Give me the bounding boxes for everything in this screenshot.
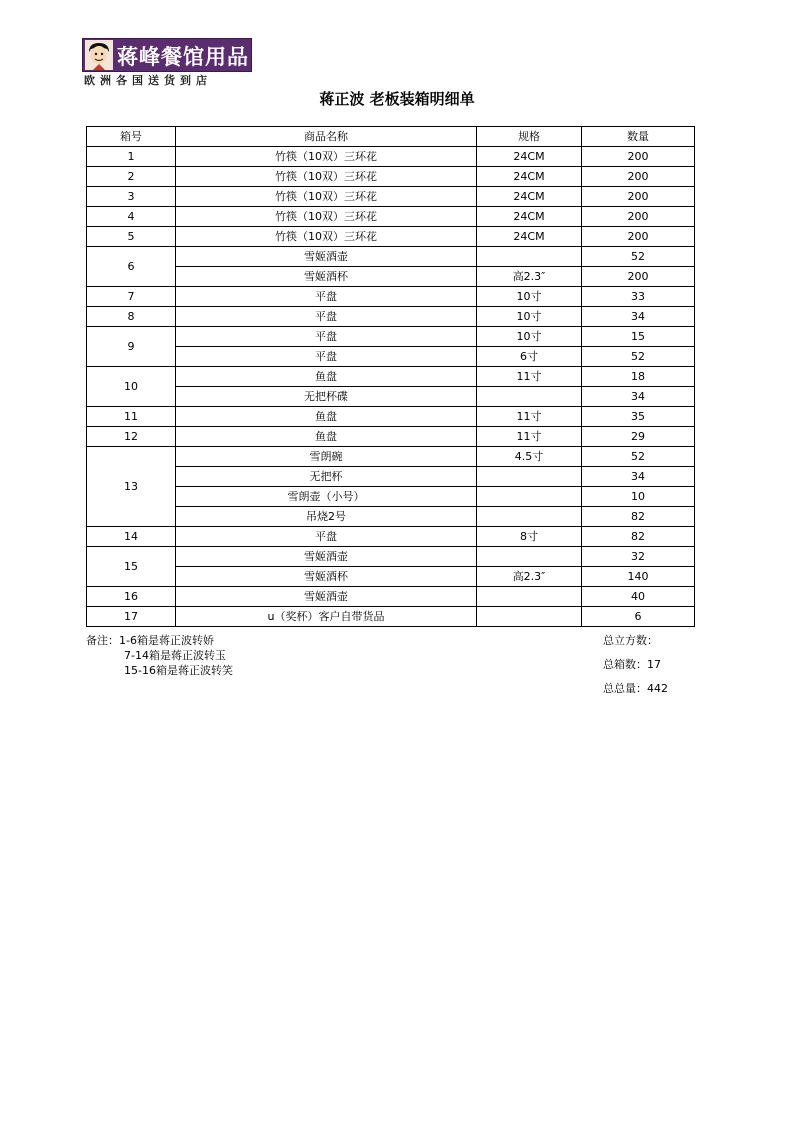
- table-row: [87, 307, 695, 327]
- remark-line: 7-14箱是蒋正波转玉: [124, 649, 226, 662]
- product-quantity: 6: [582, 607, 695, 627]
- header-quantity: 数量: [582, 127, 695, 147]
- product-spec: 8寸: [477, 527, 582, 547]
- product-quantity: 52: [582, 447, 695, 467]
- table-row: [87, 367, 695, 387]
- table-row: [87, 267, 695, 287]
- product-spec: 24CM: [477, 187, 582, 207]
- product-quantity: 200: [582, 207, 695, 227]
- product-quantity: 52: [582, 247, 695, 267]
- remark-line: 15-16箱是蒋正波转笑: [124, 664, 233, 677]
- box-number: 15: [87, 547, 176, 587]
- box-number: 17: [87, 607, 176, 627]
- remark-line: 备注：1-6箱是蒋正波转娇: [86, 634, 214, 647]
- box-number: 7: [87, 287, 176, 307]
- product-name: 鱼盘: [176, 367, 477, 387]
- box-number: 5: [87, 227, 176, 247]
- product-spec: 10寸: [477, 307, 582, 327]
- product-spec: 10寸: [477, 287, 582, 307]
- product-name: 平盘: [176, 347, 477, 367]
- totals-summary: [603, 629, 668, 701]
- product-name: 雪姬酒杯: [176, 567, 477, 587]
- product-name: 平盘: [176, 287, 477, 307]
- box-number: 13: [87, 447, 176, 527]
- table-row: [87, 327, 695, 347]
- product-spec: [477, 487, 582, 507]
- table-row: [87, 207, 695, 227]
- product-spec: 24CM: [477, 227, 582, 247]
- product-name: 吊烧2号: [176, 507, 477, 527]
- total-quantity: 总总量：442: [603, 682, 668, 695]
- product-name: 平盘: [176, 307, 477, 327]
- product-quantity: 40: [582, 587, 695, 607]
- box-number: 11: [87, 407, 176, 427]
- remarks: [86, 633, 233, 678]
- product-spec: 6寸: [477, 347, 582, 367]
- product-name: 无把杯碟: [176, 387, 477, 407]
- product-name: 竹筷（10双）三环花: [176, 207, 477, 227]
- product-spec: [477, 247, 582, 267]
- box-number: 8: [87, 307, 176, 327]
- box-number: 12: [87, 427, 176, 447]
- box-number: 16: [87, 587, 176, 607]
- table-row: [87, 487, 695, 507]
- packing-table: [86, 126, 695, 627]
- product-quantity: 200: [582, 147, 695, 167]
- product-quantity: 10: [582, 487, 695, 507]
- product-name: 竹筷（10双）三环花: [176, 167, 477, 187]
- table-row: [87, 287, 695, 307]
- product-quantity: 52: [582, 347, 695, 367]
- product-quantity: 35: [582, 407, 695, 427]
- product-spec: [477, 507, 582, 527]
- product-quantity: 200: [582, 187, 695, 207]
- product-spec: [477, 587, 582, 607]
- product-spec: [477, 607, 582, 627]
- header-box-no: 箱号: [87, 127, 176, 147]
- logo-tagline: 欧洲各国送货到店: [84, 74, 212, 87]
- brand-logo: [82, 38, 252, 86]
- header-product-name: 商品名称: [176, 127, 477, 147]
- table-row: [87, 547, 695, 567]
- product-name: u（奖杯）客户自带货品: [176, 607, 477, 627]
- product-spec: 11寸: [477, 367, 582, 387]
- table-row: [87, 387, 695, 407]
- product-spec: [477, 467, 582, 487]
- box-number: 10: [87, 367, 176, 407]
- box-number: 3: [87, 187, 176, 207]
- product-name: 平盘: [176, 327, 477, 347]
- product-spec: 高2.3″: [477, 267, 582, 287]
- table-row: [87, 447, 695, 467]
- product-quantity: 32: [582, 547, 695, 567]
- product-spec: 高2.3″: [477, 567, 582, 587]
- total-boxes: 总箱数：17: [603, 658, 661, 671]
- product-quantity: 33: [582, 287, 695, 307]
- table-row: [87, 187, 695, 207]
- table-row: [87, 527, 695, 547]
- product-name: 鱼盘: [176, 427, 477, 447]
- product-quantity: 82: [582, 507, 695, 527]
- table-header-row: [87, 127, 695, 147]
- table-row: [87, 567, 695, 587]
- product-spec: 24CM: [477, 147, 582, 167]
- header-spec: 规格: [477, 127, 582, 147]
- box-number: 2: [87, 167, 176, 187]
- product-name: 雪姬酒杯: [176, 267, 477, 287]
- table-row: [87, 147, 695, 167]
- table-row: [87, 467, 695, 487]
- product-name: 鱼盘: [176, 407, 477, 427]
- product-spec: [477, 547, 582, 567]
- product-name: 雪朗碗: [176, 447, 477, 467]
- product-spec: 24CM: [477, 167, 582, 187]
- logo-brand-text: 蒋峰餐馆用品: [117, 45, 249, 69]
- product-name: 雪姬酒壶: [176, 587, 477, 607]
- product-spec: 11寸: [477, 407, 582, 427]
- box-number: 14: [87, 527, 176, 547]
- product-name: 竹筷（10双）三环花: [176, 187, 477, 207]
- logo-banner: [82, 38, 252, 72]
- product-quantity: 15: [582, 327, 695, 347]
- product-name: 雪朗壶（小号）: [176, 487, 477, 507]
- product-spec: [477, 387, 582, 407]
- total-volume: 总立方数：: [603, 634, 658, 647]
- product-spec: 10寸: [477, 327, 582, 347]
- product-quantity: 29: [582, 427, 695, 447]
- table-row: [87, 407, 695, 427]
- table-row: [87, 587, 695, 607]
- product-spec: 24CM: [477, 207, 582, 227]
- product-spec: 11寸: [477, 427, 582, 447]
- product-name: 雪姬酒壶: [176, 247, 477, 267]
- product-quantity: 18: [582, 367, 695, 387]
- table-row: [87, 167, 695, 187]
- product-quantity: 82: [582, 527, 695, 547]
- table-row: [87, 607, 695, 627]
- mascot-icon: [85, 40, 113, 70]
- table-row: [87, 347, 695, 367]
- box-number: 6: [87, 247, 176, 287]
- product-name: 雪姬酒壶: [176, 547, 477, 567]
- product-name: 无把杯: [176, 467, 477, 487]
- product-quantity: 200: [582, 227, 695, 247]
- product-quantity: 140: [582, 567, 695, 587]
- product-spec: 4.5寸: [477, 447, 582, 467]
- page-title: 蒋正波 老板装箱明细单: [319, 90, 475, 108]
- table-row: [87, 427, 695, 447]
- box-number: 9: [87, 327, 176, 367]
- table-row: [87, 507, 695, 527]
- product-quantity: 34: [582, 307, 695, 327]
- box-number: 1: [87, 147, 176, 167]
- table-row: [87, 227, 695, 247]
- table-row: [87, 247, 695, 267]
- product-name: 平盘: [176, 527, 477, 547]
- product-quantity: 34: [582, 467, 695, 487]
- box-number: 4: [87, 207, 176, 227]
- product-quantity: 200: [582, 267, 695, 287]
- product-name: 竹筷（10双）三环花: [176, 227, 477, 247]
- product-quantity: 34: [582, 387, 695, 407]
- product-name: 竹筷（10双）三环花: [176, 147, 477, 167]
- product-quantity: 200: [582, 167, 695, 187]
